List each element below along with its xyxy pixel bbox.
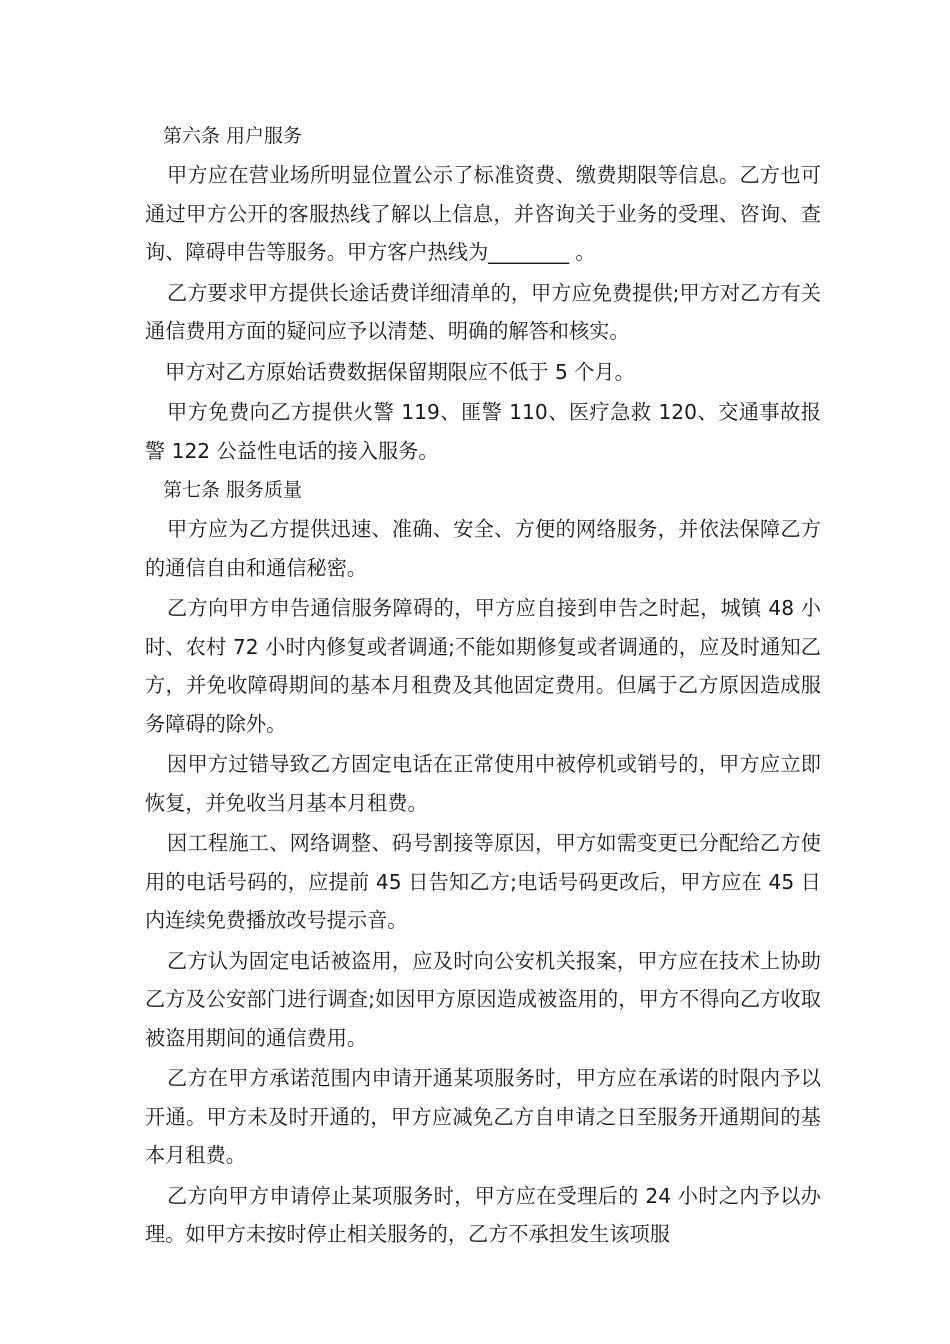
document-page (145, 118, 821, 1256)
section-7-paragraph-5: 乙方认为固定电话被盗用，应及时向公安机关报案，甲方应在技术上协助乙方及公安部门进行调查;如因甲方原因造成被盗用的，甲方不得向乙方收取被盗用期间的通信费用。 (145, 948, 821, 1050)
section-6-paragraph-4: 甲方免费向乙方提供火警 119、匪警 110、医疗急救 120、交通事故报警 122 公益性电话的接入服务。 (145, 400, 821, 463)
section-6-paragraph-2: 乙方要求甲方提供长途话费详细清单的，甲方应免费提供;甲方对乙方有关通信费用方面的疑问应予以清楚、明确的解答和核实。 (145, 280, 821, 343)
section-7-paragraph-3: 因甲方过错导致乙方固定电话在正常使用中被停机或销号的，甲方应立即恢复，并免收当月基本月租费。 (145, 752, 821, 815)
section-7-paragraph-7: 乙方向甲方申请停止某项服务时，甲方应在受理后的 24 小时之内予以办理。如甲方未按时停止相关服务的，乙方不承担发生该项服 (145, 1183, 821, 1246)
section-6-heading: 第六条 用户服务 (163, 125, 303, 147)
section-7-paragraph-2: 乙方向甲方申告通信服务障碍的，甲方应自接到申告之时起，城镇 48 小时、农村 72 小时内修复或者调通;不能如期修复或者调通的，应及时通知乙方，并免收障碍期间的基本月租费及其他固定费用。但属于乙方原因造成服务障碍的除外。 (145, 596, 821, 736)
section-7-paragraph-1: 甲方应为乙方提供迅速、准确、安全、方便的网络服务，并依法保障乙方的通信自由和通信秘密。 (145, 517, 821, 580)
section-6-paragraph-1: 甲方应在营业场所明显位置公示了标准资费、缴费期限等信息。乙方也可通过甲方公开的客服热线了解以上信息，并咨询关于业务的受理、咨询、查询、障碍申告等服务。甲方客户热线为________ 。 (145, 163, 821, 264)
section-6-paragraph-3: 甲方对乙方原始话费数据保留期限应不低于 5 个月。 (165, 359, 635, 384)
section-7-heading: 第七条 服务质量 (163, 479, 303, 501)
section-7-paragraph-6: 乙方在甲方承诺范围内申请开通某项服务时，甲方应在承诺的时限内予以开通。甲方未及时开通的，甲方应减免乙方自申请之日至服务开通期间的基本月租费。 (145, 1066, 821, 1167)
section-7-paragraph-4: 因工程施工、网络调整、码号割接等原因，甲方如需变更已分配给乙方使用的电话号码的，应提前 45 日告知乙方;电话号码更改后，甲方应在 45 日内连续免费播放改号提示音。 (145, 831, 821, 932)
